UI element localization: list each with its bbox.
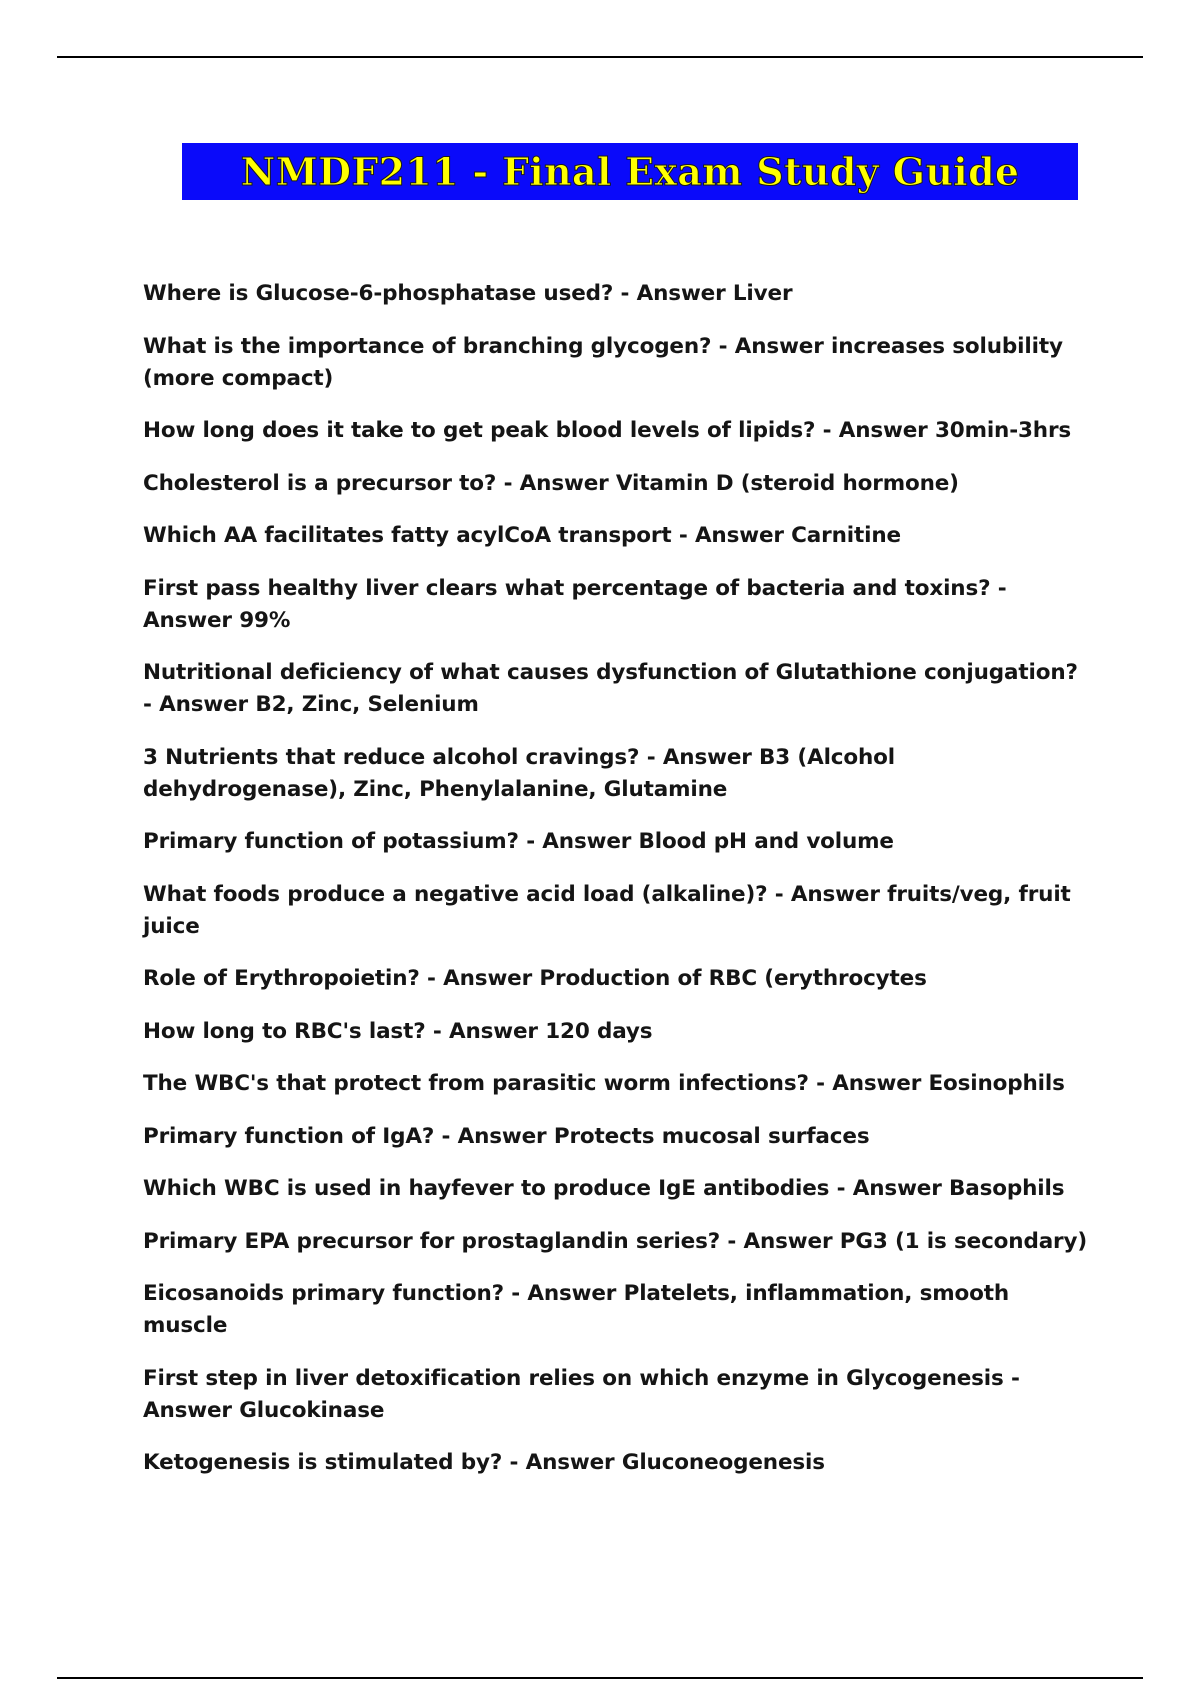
- qa-item: Primary function of potassium? - Answer Blood pH and volume: [143, 829, 894, 854]
- qa-item: Ketogenesis is stimulated by? - Answer Gluconeogenesis: [143, 1450, 825, 1475]
- qa-item: How long does it take to get peak blood levels of lipids? - Answer 30min-3hrs: [143, 418, 1072, 443]
- qa-item: The WBC's that protect from parasitic worm infections? - Answer Eosinophils: [143, 1071, 1065, 1096]
- qa-item: Nutritional deficiency of what causes dysfunction of Glutathione conjugation? - Answer B2, Zinc, Selenium: [143, 660, 1078, 717]
- qa-item: Primary EPA precursor for prostaglandin series? - Answer PG3 (1 is secondary): [143, 1228, 1088, 1254]
- qa-list: [143, 278, 1088, 1500]
- qa-item: Which WBC is used in hayfever to produce IgE antibodies - Answer Basophils: [143, 1176, 1065, 1201]
- qa-item: 3 Nutrients that reduce alcohol cravings? - Answer B3 (Alcohol dehydrogenase), Zinc, Phenylalanine, Glutamine: [143, 744, 896, 802]
- qa-item: Cholesterol is a precursor to? - Answer Vitamin D (steroid hormone): [143, 470, 959, 496]
- qa-item: Where is Glucose-6-phosphatase used? - Answer Liver: [143, 281, 793, 306]
- page-title: NMDF211 - Final Exam Study Guide: [240, 149, 1020, 194]
- qa-item: How long to RBC's last? - Answer 120 days: [143, 1018, 653, 1044]
- qa-item: Which AA facilitates fatty acylCoA transport - Answer Carnitine: [143, 523, 901, 548]
- qa-item: Eicosanoids primary function? - Answer Platelets, inflammation, smooth muscle: [143, 1281, 1010, 1338]
- qa-item: What foods produce a negative acid load (alkaline)? - Answer fruits/veg, fruit juice: [143, 881, 1071, 939]
- qa-item: What is the importance of branching glycogen? - Answer increases solubility (more compact): [143, 333, 1063, 391]
- top-divider: [57, 56, 1143, 58]
- bottom-divider: [57, 1677, 1143, 1679]
- qa-item: Primary function of IgA? - Answer Protects mucosal surfaces: [143, 1123, 870, 1149]
- qa-item: First step in liver detoxification relies on which enzyme in Glycogenesis - Answer Glucokinase: [143, 1365, 1020, 1423]
- qa-item: Role of Erythropoietin? - Answer Production of RBC (erythrocytes: [143, 966, 927, 991]
- qa-item: First pass healthy liver clears what percentage of bacteria and toxins? - Answer 99%: [143, 575, 1007, 633]
- title-banner: [182, 143, 1078, 200]
